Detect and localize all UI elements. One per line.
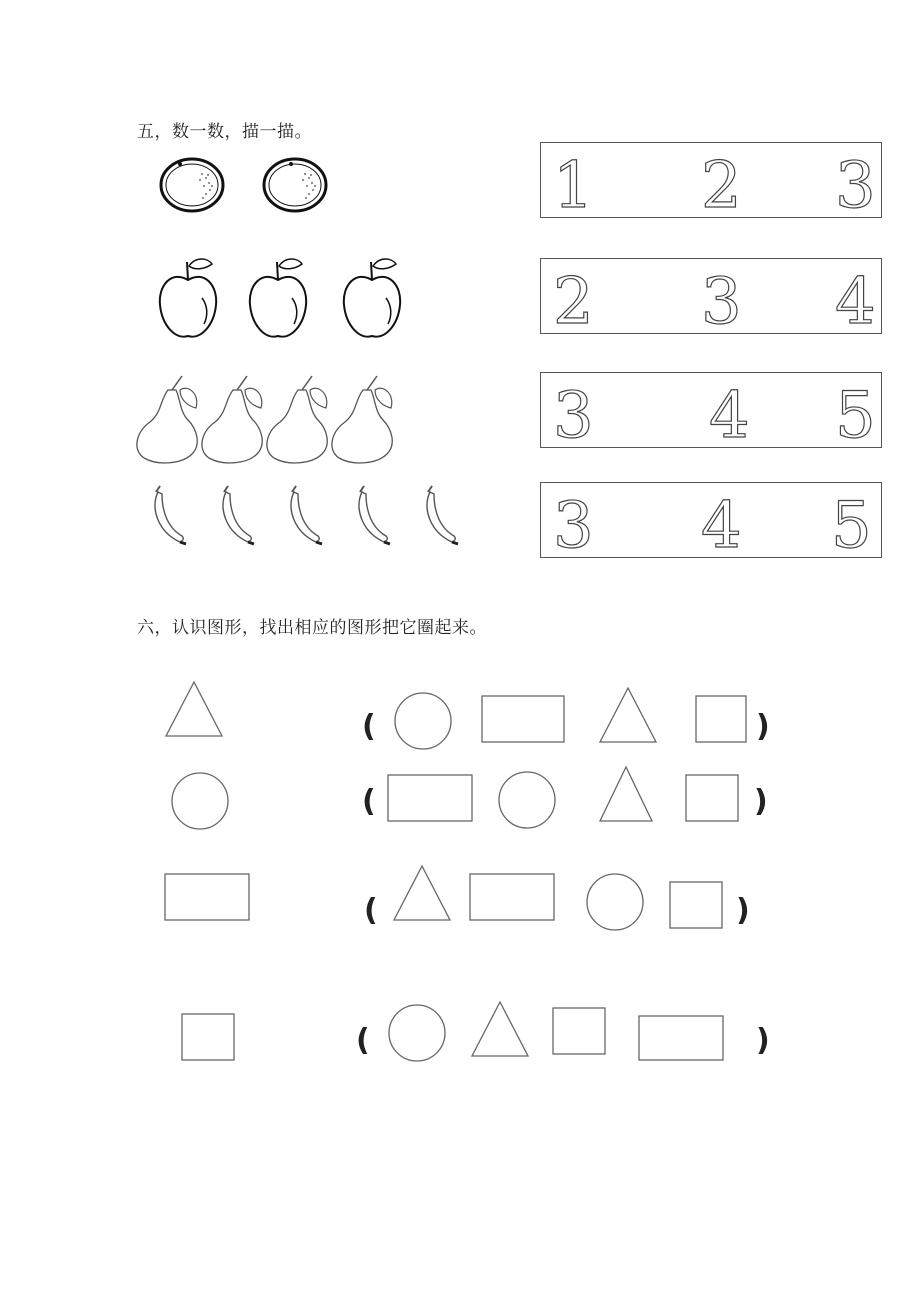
trace-number[interactable]: 5 [835, 379, 876, 449]
option-circle[interactable] [389, 1005, 445, 1061]
trace-number[interactable]: 3 [701, 265, 742, 335]
shape-row-3 [150, 862, 810, 952]
close-paren: ) [754, 784, 768, 819]
option-rectangle[interactable] [388, 775, 472, 821]
shape-row-2 [150, 765, 810, 855]
option-triangle[interactable] [600, 767, 652, 821]
option-circle[interactable] [587, 874, 643, 930]
orange-icon [161, 159, 223, 211]
option-circle[interactable] [499, 772, 555, 828]
trace-number[interactable]: 3 [835, 149, 876, 219]
option-triangle[interactable] [600, 688, 656, 742]
open-paren: ( [362, 709, 376, 744]
trace-number-box-4[interactable] [540, 482, 882, 558]
apple-icon [344, 259, 400, 337]
close-paren: ) [736, 893, 750, 928]
option-square[interactable] [686, 775, 738, 821]
fruit-row-pears [120, 370, 500, 470]
trace-number[interactable]: 3 [553, 489, 594, 559]
pear-icon [137, 376, 197, 463]
option-triangle[interactable] [472, 1002, 528, 1056]
apple-icon [250, 259, 306, 337]
target-square [182, 1014, 234, 1060]
fruit-row-oranges [120, 150, 500, 220]
option-triangle[interactable] [394, 866, 450, 920]
open-paren: ( [364, 893, 378, 928]
apple-icon [160, 259, 216, 337]
trace-number[interactable]: 4 [701, 489, 742, 559]
fruit-row-bananas [120, 478, 500, 553]
close-paren: ) [756, 709, 770, 744]
open-paren: ( [362, 784, 376, 819]
section-5-heading: 五，数一数，描一描。 [137, 122, 312, 142]
option-square[interactable] [670, 882, 722, 928]
orange-icon [264, 159, 326, 211]
trace-number-box-2[interactable] [540, 258, 882, 334]
trace-number[interactable]: 4 [709, 379, 750, 449]
pear-icon [267, 376, 327, 463]
trace-number[interactable]: 3 [553, 379, 594, 449]
trace-number[interactable]: 5 [831, 489, 872, 559]
banana-icon [223, 486, 254, 544]
option-square[interactable] [696, 696, 746, 742]
banana-icon [359, 486, 390, 544]
option-circle[interactable] [395, 693, 451, 749]
target-circle [172, 773, 228, 829]
pear-icon [202, 376, 262, 463]
target-triangle [166, 682, 222, 736]
target-rectangle [165, 874, 249, 920]
banana-icon [155, 486, 186, 544]
pear-icon [332, 376, 392, 463]
option-rectangle[interactable] [470, 874, 554, 920]
option-rectangle[interactable] [639, 1016, 723, 1060]
trace-number[interactable]: 1 [553, 149, 594, 219]
close-paren: ) [756, 1023, 770, 1058]
shape-row-1 [150, 678, 810, 768]
trace-number[interactable]: 4 [835, 265, 876, 335]
fruit-row-apples [120, 250, 500, 345]
banana-icon [291, 486, 322, 544]
trace-number[interactable]: 2 [701, 149, 742, 219]
shape-row-4 [150, 1000, 810, 1090]
option-rectangle[interactable] [482, 696, 564, 742]
open-paren: ( [356, 1023, 370, 1058]
option-square[interactable] [553, 1008, 605, 1054]
trace-number-box-3[interactable] [540, 372, 882, 448]
trace-number-box-1[interactable] [540, 142, 882, 218]
banana-icon [427, 486, 458, 544]
trace-number[interactable]: 2 [553, 265, 594, 335]
section-6-heading: 六，认识图形，找出相应的图形把它圈起来。 [137, 618, 487, 638]
